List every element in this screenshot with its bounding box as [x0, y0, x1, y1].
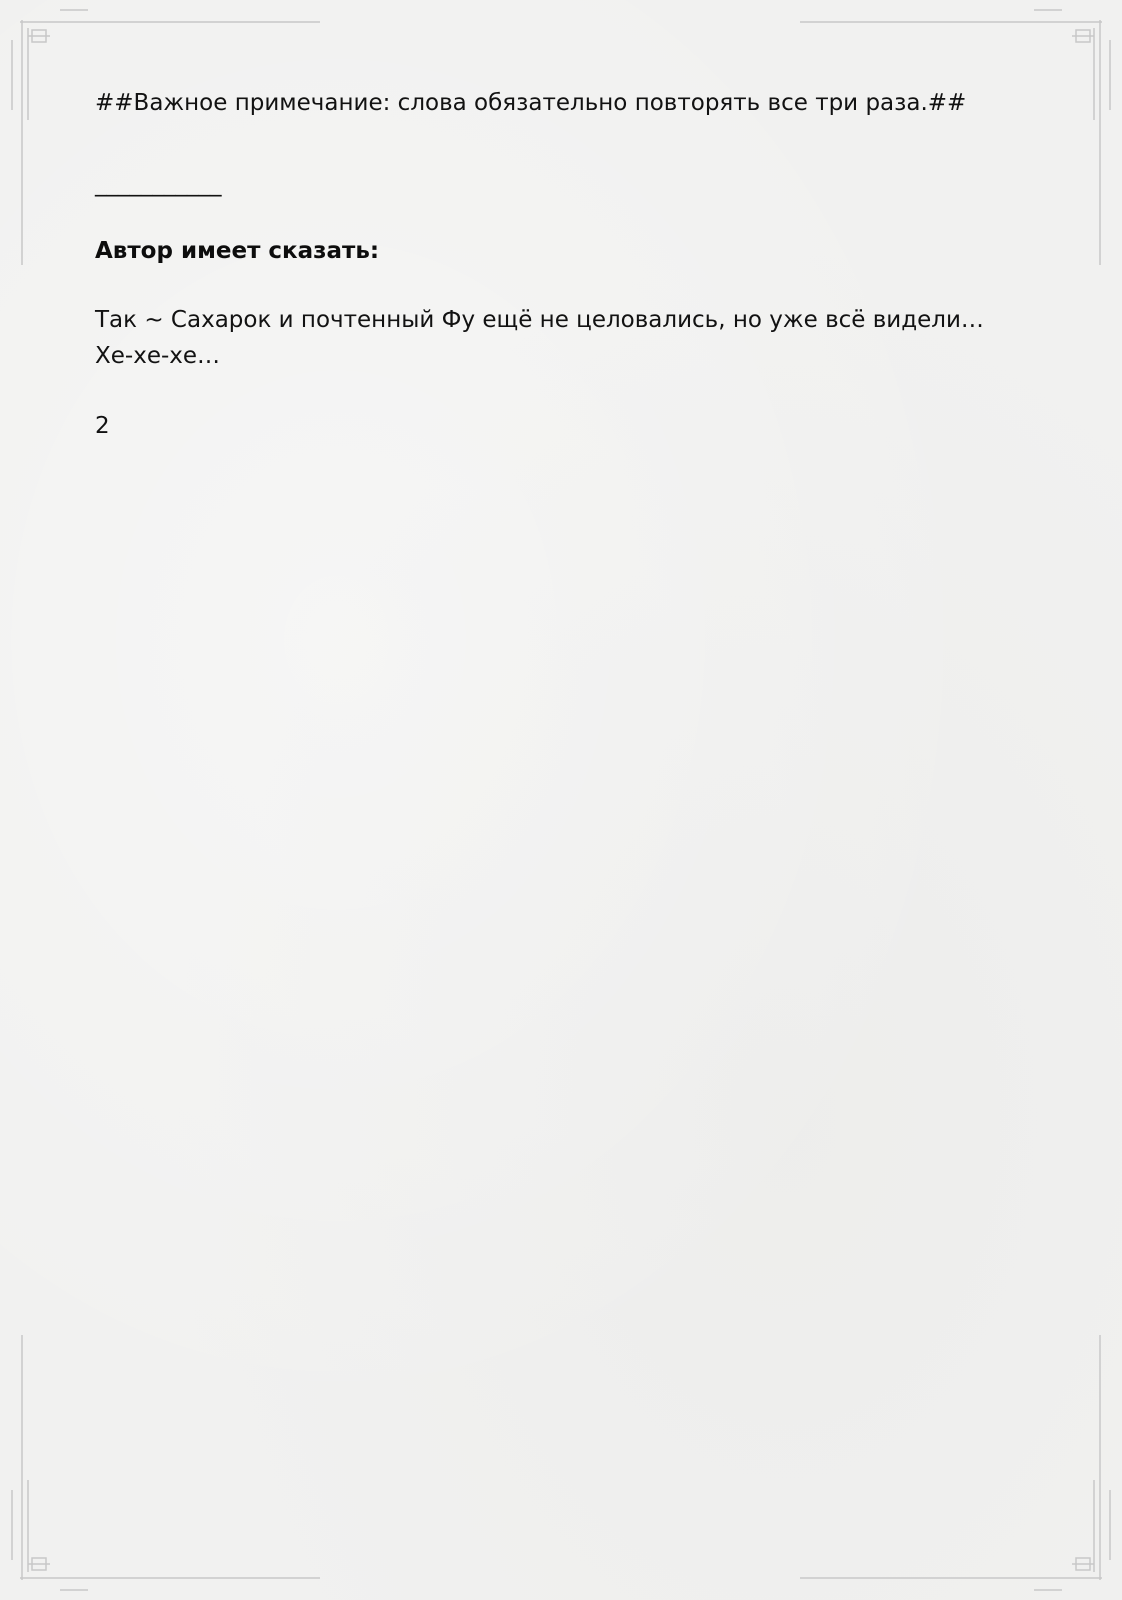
- frame-ornament: [32, 30, 46, 42]
- frame-ornament: [1076, 30, 1090, 42]
- important-note: ##Важное примечание: слова обязательно повторять все три раза.##: [95, 90, 967, 116]
- separator-line: ___________: [95, 171, 222, 197]
- page-number: 2: [95, 413, 110, 439]
- frame-ornament: [1076, 1558, 1090, 1570]
- author-note-text: Так ~ Сахарок и почтенный Фу ещё не целовались, но уже всё видели… Хе-хе-хе…: [95, 307, 984, 369]
- author-note-heading: Автор имеет сказать:: [95, 238, 380, 264]
- frame-ornament: [32, 1558, 46, 1570]
- document-content: [95, 78, 1035, 444]
